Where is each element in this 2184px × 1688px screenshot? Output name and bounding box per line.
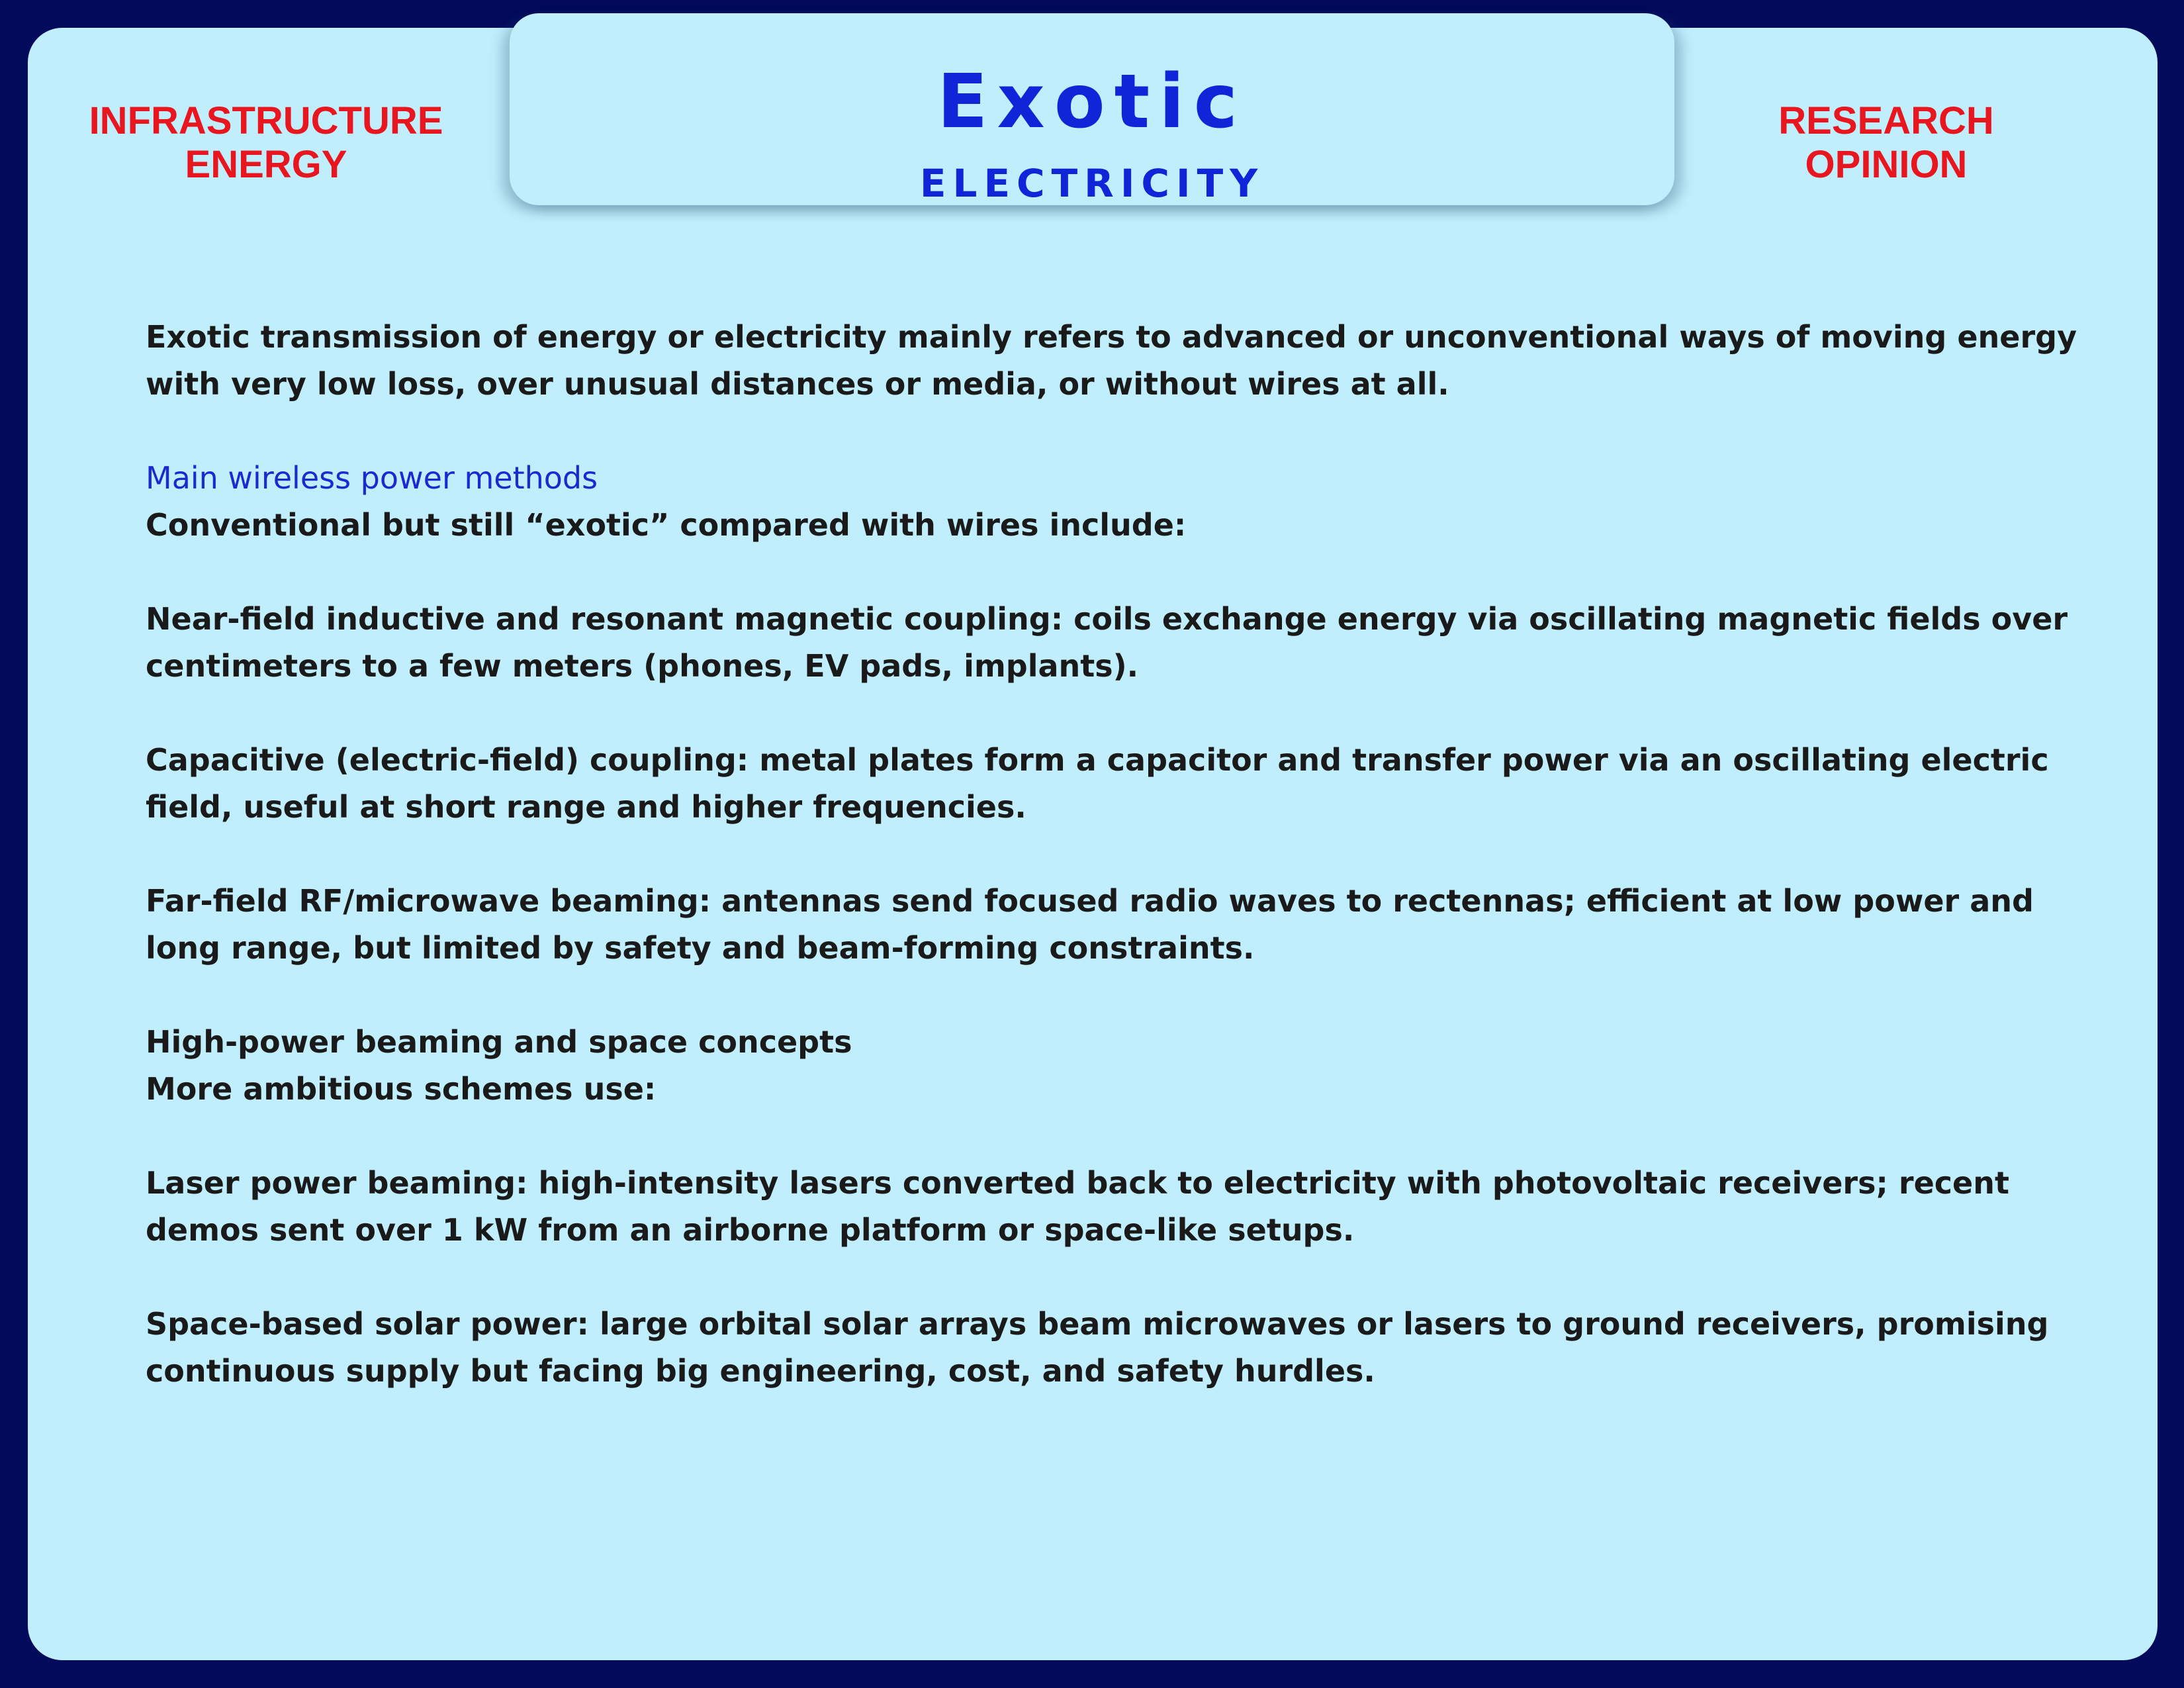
intro-paragraph: Exotic transmission of energy or electricity mainly refers to advanced or unconventional ways of moving energy with very low loss, over unusual distances or media, or without wires at all. — [146, 319, 2077, 402]
category-label-left-line1: INFRASTRUCTURE — [89, 99, 443, 142]
category-label-right-line1: RESEARCH — [1778, 99, 1994, 142]
title-tab — [510, 13, 1674, 205]
page-subtitle: ELECTRICITY — [919, 161, 1265, 206]
category-label-right-line2: OPINION — [1805, 143, 1968, 186]
section-lead-wireless: Conventional but still “exotic” compared with wires include: — [146, 507, 1187, 543]
category-label-right — [1681, 99, 2091, 187]
section-wireless-methods — [146, 455, 2085, 549]
article-body — [146, 314, 2085, 1442]
category-label-left-line2: ENERGY — [185, 143, 347, 186]
item-laser: Laser power beaming: high-intensity lasers converted back to electricity with photovoltaic receivers; recent demos sent over 1 kW from an airborne platform or space-like setups. — [146, 1165, 2009, 1248]
section-lead-high-power: More ambitious schemes use: — [146, 1071, 657, 1107]
section-heading-wireless: Main wireless power methods — [146, 460, 598, 496]
section-heading-high-power: High-power beaming and space concepts — [146, 1024, 852, 1060]
item-near-field: Near-field inductive and resonant magnetic coupling: coils exchange energy via oscillating magnetic fields over centimeters to a few meters (phones, EV pads, implants). — [146, 601, 2068, 684]
section-high-power — [146, 1019, 2085, 1113]
item-space-solar: Space-based solar power: large orbital solar arrays beam microwaves or lasers to ground receivers, promising continuous supply but facing big engineering, cost, and safety hurdles. — [146, 1306, 2049, 1389]
category-label-left — [61, 99, 471, 187]
item-far-field: Far-field RF/microwave beaming: antennas send focused radio waves to rectennas; efficient at low power and long range, but limited by safety and beam-forming constraints. — [146, 883, 2034, 966]
page-title: Exotic — [936, 59, 1247, 145]
item-capacitive: Capacitive (electric-field) coupling: metal plates form a capacitor and transfer power via an oscillating electric field, useful at short range and higher frequencies. — [146, 742, 2049, 825]
